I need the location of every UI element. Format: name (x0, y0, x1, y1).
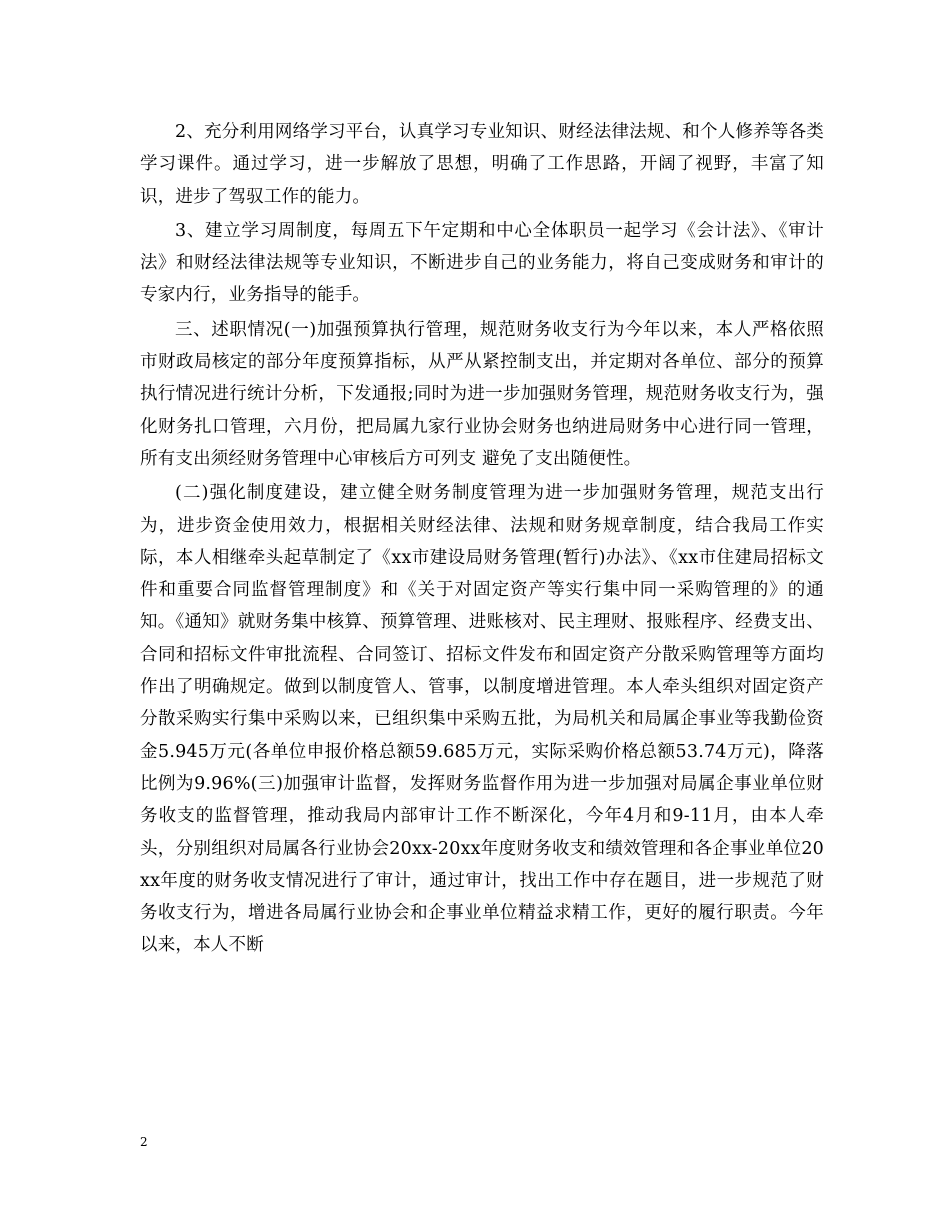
page-number: 2 (140, 1135, 148, 1149)
paragraph-report-budget: 三、述职情况(一)加强预算执行管理，规范财务收支行为今年以来，本人严格依照市财政局核定的部分年度预算指标，从严从紧控制支出，并定期对各单位、部分的预算执行情况进行统计分析，下发通报;同时为进一步加强财务管理，规范财务收支行为，强化财务扎口管理，六月份，把局属九家行业协会财务也纳进局财务中心进行同一管理，所有支出须经财务管理中心审核后方可列支 避免了支出随便性。 (140, 319, 824, 469)
paragraph-study-platform: 2、充分利用网络学习平台，认真学习专业知识、财经法律法规、和个人修养等各类学习课件。通过学习，进一步解放了思想，明确了工作思路，开阔了视野，丰富了知识，进步了驾驭工作的能力。 (140, 122, 824, 207)
paragraph-study-week: 3、建立学习周制度，每周五下午定期和中心全体职员一起学习《会计法》、《审计法》和财经法律法规等专业知识，不断进步自己的业务能力，将自己变成财务和审计的专家内行，业务指导的能手。 (140, 220, 824, 306)
body-text (140, 116, 824, 964)
paragraph-system-building: (二)强化制度建设，建立健全财务制度管理为进一步加强财务管理，规范支出行为，进步资金使用效力，根据相关财经法律、法规和财务规章制度，结合我局工作实际，本人相继牵头起草制定了《xx市建设局财务管理(暂行)办法》、《xx市住建局招标文件和重要合同监督管理制度》和《关于对固定资产等实行集中同一采购管理的》的通知。《通知》就财务集中核算、预算管理、进账核对、民主理财、报账程序、经费支出、合同和招标文件审批流程、合同签订、招标文件发布和固定资产分散采购管理等方面均作出了明确规定。做到以制度管人、管事，以制度增进管理。本人牵头组织对固定资产分散采购实行集中采购以来，已组织集中采购五批，为局机关和局属企事业等我勤俭资金5.945万元(各单位申报价格总额59.685万元，实际采购价格总额53.74万元)，降落比例为9.96%(三)加强审计监督，发挥财务监督作用为进一步加强对局属企事业单位财务收支的监督管理，推动我局内部审计工作不断深化，今年4月和9-11月，由本人牵头，分别组织对局属各行业协会20xx-20xx年度财务收支和绩效管理和各企事业单位20xx年度的财务收支情况进行了审计，通过审计，找出工作中存在题目，进一步规范了财务收支行为，增进各局属行业协会和企事业单位精益求精工作，更好的履行职责。今年以来，本人不断 (140, 483, 824, 956)
